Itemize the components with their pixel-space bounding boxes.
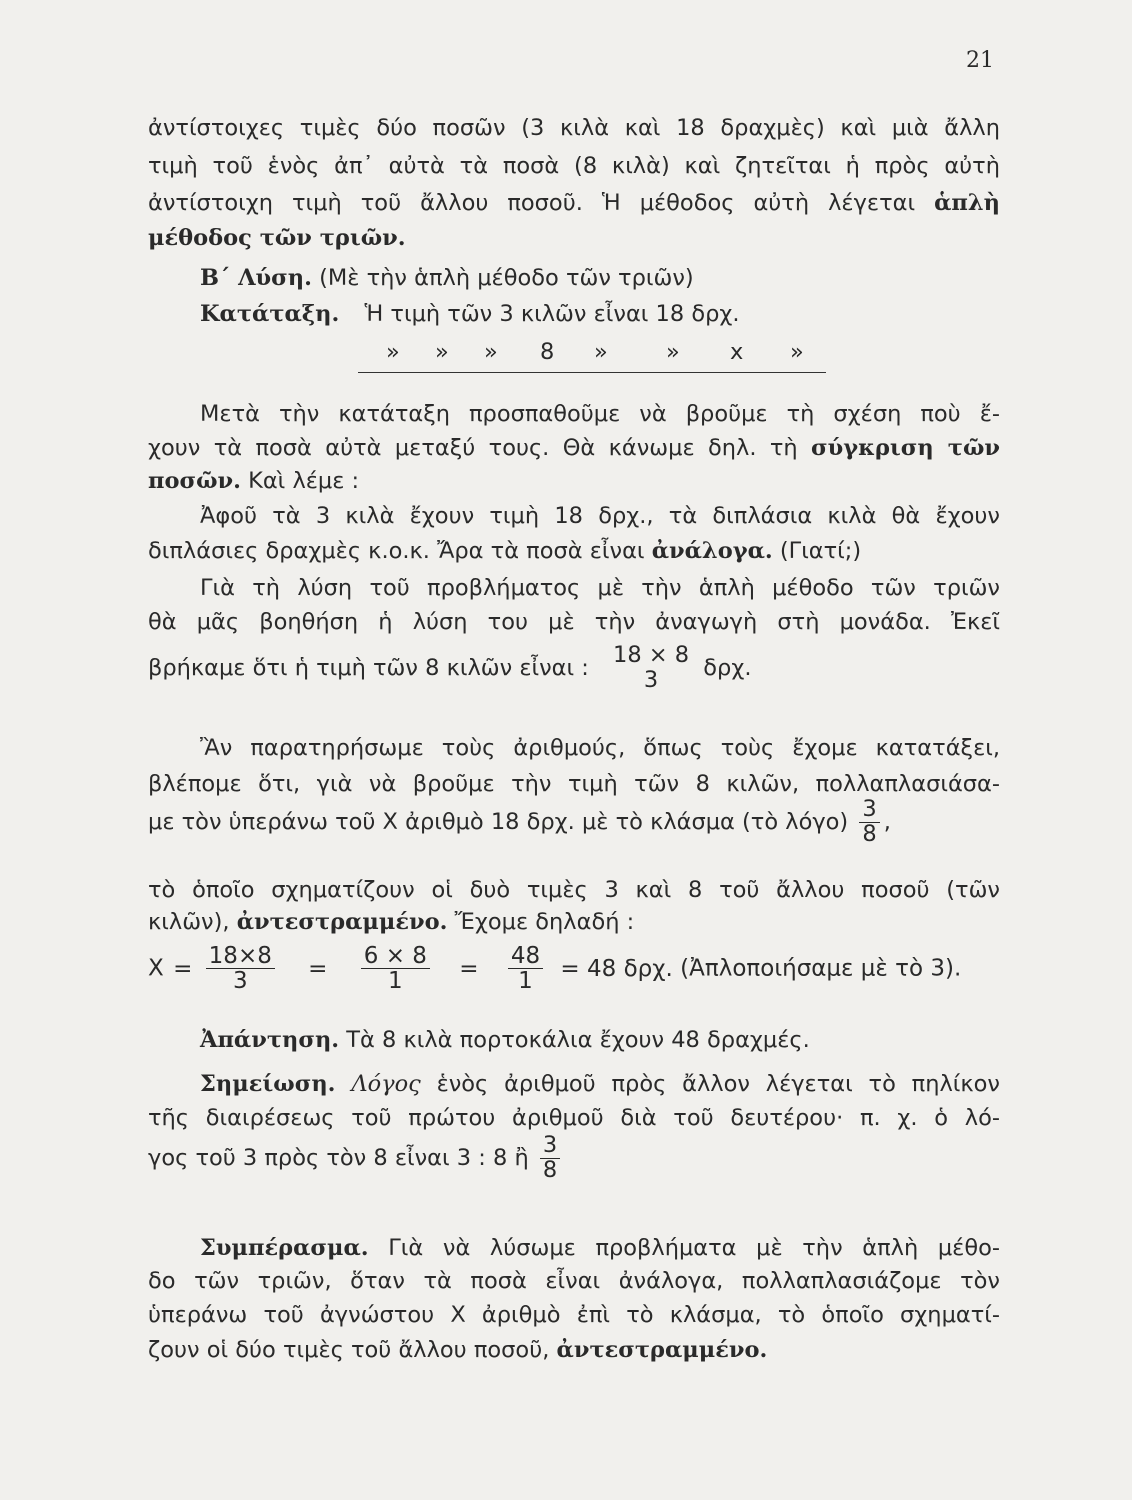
body-p1-line-3 [148, 465, 1000, 497]
equation-note: (Ἀπλοποιήσαμε μὲ τὸ 3). [680, 955, 962, 982]
equation-fraction-3 [508, 944, 543, 993]
main-equation [148, 944, 1000, 993]
arrangement-unknown: x [730, 339, 744, 365]
body-p4-line-5 [148, 906, 1000, 938]
unit-price-numerator: 18 × 8 [613, 642, 690, 668]
body-p1-line-2 [148, 432, 1000, 464]
note-fraction-num: 3 [542, 1132, 558, 1158]
arrangement-row-1 [200, 298, 1000, 330]
equation-result: = 48 δρχ. [560, 955, 673, 982]
intro-line-2: τιμὴ τοῦ ἑνὸς ἀπ᾽ αὐτὰ τὰ ποσὰ (8 κιλὰ) καὶ ζητεῖται ἡ πρὸς αὐτὴ [148, 153, 1000, 179]
arrangement-underline [358, 372, 826, 373]
solution-method: (Μὲ τὴν ἁπλὴ μέθοδο τῶν τριῶν) [319, 265, 694, 291]
body-p1-line-2-text: χουν τὰ ποσὰ αὐτὰ μεταξύ τους. Θὰ κάνωμε δηλ. τὴ [148, 435, 798, 461]
conclusion-line-4 [148, 1334, 1000, 1366]
intro-bold-term-2: μέθοδος τῶν τριῶν. [148, 225, 406, 251]
ditto-mark-4: » [594, 339, 608, 365]
page-number: 21 [966, 48, 994, 73]
proportional-term: ἀνάλογα. [651, 538, 773, 564]
body-p1-line-3-text: Καὶ λέμε : [248, 468, 360, 494]
solution-heading [200, 262, 1000, 294]
comparison-term: σύγκριση τῶν [811, 435, 1000, 461]
unit-price-fraction [610, 644, 692, 692]
arrangement-statement: Ἡ τιμὴ τῶν 3 κιλῶν εἶναι 18 δρχ. [364, 301, 740, 327]
answer-text: Τὰ 8 κιλὰ πορτοκάλια ἔχουν 48 δραχμές. [346, 1027, 810, 1053]
body-p4-line-3-text: με τὸν ὑπεράνω τοῦ Χ ἀριθμὸ 18 δρχ. μὲ τὸ κλάσμα (τὸ λόγο) [148, 809, 849, 836]
conclusion-label: Συμπέρασμα. [200, 1235, 369, 1261]
body-p2-line-2-end: (Γιατί;) [779, 538, 862, 564]
note-fraction [540, 1134, 560, 1182]
equation-equals-2: = [308, 955, 328, 982]
body-p4-line-3 [148, 798, 1000, 846]
body-p4-line-4: τὸ ὁποῖο σχηματίζουν οἱ δυὸ τιμὲς 3 καὶ 8 τοῦ ἄλλου ποσοῦ (τῶν [148, 877, 1000, 903]
note-line-3-text: γος τοῦ 3 πρὸς τὸν 8 εἶναι 3 : 8 ἢ [148, 1145, 529, 1172]
unit-price-denominator: 3 [643, 666, 659, 693]
inverted-term: ἀντεστραμμένο. [236, 909, 448, 935]
conclusion-bold-term: ἀντεστραμμένο. [556, 1337, 768, 1363]
arrangement-kilos: 8 [540, 339, 555, 365]
equation-fraction-1-num: 18×8 [208, 943, 272, 969]
body-p4-line-1: Ἂν παρατηρήσωμε τοὺς ἀριθμούς, ὅπως τοὺς ἔχομε κατατάξει, [200, 735, 1000, 761]
body-p2-line-2-text: διπλάσιες δραχμὲς κ.ο.κ. Ἄρα τὰ ποσὰ εἶναι [148, 538, 645, 564]
equation-equals-1: = [173, 955, 193, 982]
note-fraction-den: 8 [540, 1158, 560, 1183]
answer-line [200, 1024, 1000, 1056]
equation-fraction-3-den: 1 [508, 968, 543, 993]
conclusion-line-1-text: Γιὰ νὰ λύσωμε προβλήματα μὲ τὴν ἁπλὴ μέθο- [388, 1235, 1000, 1261]
body-p3-line-1: Γιὰ τὴ λύση τοῦ προβλήματος μὲ τὴν ἁπλὴ μέθοδο τῶν τριῶν [200, 575, 1000, 601]
equation-lhs: Χ [148, 955, 164, 982]
note-line-1-text: ἑνὸς ἀριθμοῦ πρὸς ἄλλον λέγεται τὸ πηλίκον [436, 1071, 1000, 1097]
ratio-comma: , [883, 809, 891, 836]
note-line-3 [148, 1134, 1000, 1182]
body-p2-line-1: Ἀφοῦ τὰ 3 κιλὰ ἔχουν τιμὴ 18 δρχ., τὰ διπλάσια κιλὰ θὰ ἔχουν [200, 503, 1000, 529]
arrangement-label: Κατάταξη. [200, 301, 340, 327]
ditto-mark-6: » [790, 339, 804, 365]
answer-label: Ἀπάντηση. [200, 1027, 340, 1053]
ditto-mark-3: » [484, 339, 498, 365]
intro-line-1: ἀντίστοιχες τιμὲς δύο ποσῶν (3 κιλὰ καὶ 18 δραχμὲς) καὶ μιὰ ἄλλη [148, 115, 1000, 141]
intro-line-3-text: ἀντίστοιχη τιμὴ τοῦ ἄλλου ποσοῦ. Ἡ μέθοδος αὐτὴ λέγεται [148, 190, 916, 216]
body-p3-line-3 [148, 644, 1000, 692]
body-p4-line-5-end: Ἔχομε δηλαδή : [454, 909, 635, 935]
intro-bold-term: ἁπλὴ [934, 190, 1000, 216]
intro-line-4 [148, 222, 1000, 254]
equation-fraction-1 [206, 944, 275, 993]
note-label: Σημείωση. [200, 1071, 336, 1097]
solution-label: Β΄ Λύση. [200, 265, 312, 291]
intro-line-3 [148, 187, 1000, 219]
ditto-mark-1: » [386, 339, 400, 365]
note-line-2: τῆς διαιρέσεως τοῦ πρώτου ἀριθμοῦ διὰ τοῦ δευτέρου· π. χ. ὁ λό- [148, 1105, 1000, 1131]
body-p3-line-2: θὰ μᾶς βοηθήση ἡ λύση του μὲ τὴν ἀναγωγὴ στὴ μονάδα. Ἐκεῖ [148, 609, 1000, 635]
comparison-term-2: ποσῶν. [148, 468, 241, 494]
unit-price-unit: δρχ. [703, 655, 752, 682]
body-p4-line-2: βλέπομε ὅτι, γιὰ νὰ βροῦμε τὴν τιμὴ τῶν 8 κιλῶν, πολλαπλασιάσα- [148, 771, 1000, 797]
ditto-mark-2: » [435, 339, 449, 365]
body-p3-line-3-text: βρήκαμε ὅτι ἡ τιμὴ τῶν 8 κιλῶν εἶναι : [148, 655, 589, 682]
equation-fraction-2 [361, 944, 430, 993]
note-ratio-term: Λόγος [351, 1071, 421, 1097]
ditto-mark-5: » [666, 339, 680, 365]
body-p1-line-1: Μετὰ τὴν κατάταξη προσπαθοῦμε νὰ βροῦμε τὴ σχέση ποὺ ἔ- [200, 401, 1000, 427]
ratio-denominator: 8 [859, 822, 879, 847]
ratio-fraction [859, 798, 879, 846]
equation-fraction-3-num: 48 [510, 943, 541, 969]
note-line-1 [200, 1068, 1000, 1100]
equation-fraction-1-den: 3 [206, 968, 275, 993]
conclusion-line-1 [200, 1232, 1000, 1264]
equation-fraction-2-num: 6 × 8 [363, 943, 427, 969]
equation-fraction-2-den: 1 [361, 968, 430, 993]
conclusion-line-2: δο τῶν τριῶν, ὅταν τὰ ποσὰ εἶναι ἀνάλογα, πολλαπλασιάζομε τὸν [148, 1268, 1000, 1294]
body-p4-line-5-text: κιλῶν), [148, 909, 230, 935]
conclusion-line-4-text: ζουν οἱ δύο τιμὲς τοῦ ἄλλου ποσοῦ, [148, 1337, 550, 1363]
body-p2-line-2 [148, 535, 1000, 567]
conclusion-line-3: ὑπεράνω τοῦ ἀγνώστου Χ ἀριθμὸ ἐπὶ τὸ κλάσμα, τὸ ὁποῖο σχηματί- [148, 1302, 1000, 1328]
ratio-numerator: 3 [862, 796, 877, 822]
equation-equals-3: = [459, 955, 479, 982]
